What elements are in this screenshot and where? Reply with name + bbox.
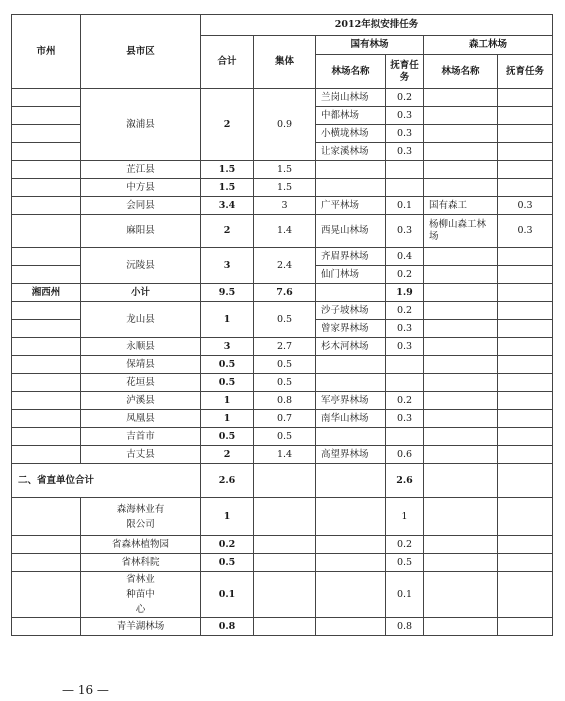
county-cell: 中方县 bbox=[81, 179, 201, 197]
county-cell: 花垣县 bbox=[81, 374, 201, 392]
task-cell: 0.1 bbox=[386, 197, 424, 215]
sg-farm-cell: 国有森工 bbox=[424, 197, 498, 215]
county-cell: 青羊湖林场 bbox=[81, 618, 201, 636]
task-cell: 0.2 bbox=[386, 89, 424, 107]
collective-cell: 0.8 bbox=[254, 392, 316, 410]
collective-cell: 0.5 bbox=[254, 428, 316, 446]
farm-cell: 中都林场 bbox=[316, 107, 386, 125]
total-cell: 0.2 bbox=[201, 536, 254, 554]
task-cell: 0.3 bbox=[386, 338, 424, 356]
total-cell: 1 bbox=[201, 410, 254, 428]
collective-cell: 1.4 bbox=[254, 446, 316, 464]
collective-cell: 0.5 bbox=[254, 302, 316, 338]
total-cell: 0.1 bbox=[201, 572, 254, 618]
header-collective: 集体 bbox=[254, 36, 316, 89]
total-cell: 2.6 bbox=[201, 464, 254, 498]
total-cell: 3.4 bbox=[201, 197, 254, 215]
county-cell: 吉首市 bbox=[81, 428, 201, 446]
farm-cell: 让家溪林场 bbox=[316, 143, 386, 161]
farm-cell: 南华山林场 bbox=[316, 410, 386, 428]
county-cell: 龙山县 bbox=[81, 302, 201, 338]
header-state-forest: 国有林场 bbox=[316, 36, 424, 55]
farm-cell: 杉木河林场 bbox=[316, 338, 386, 356]
header-task: 抚育任务 bbox=[386, 55, 424, 89]
header-farm-name: 林场名称 bbox=[316, 55, 386, 89]
task-cell: 1 bbox=[386, 498, 424, 536]
total-cell: 2 bbox=[201, 215, 254, 248]
farm-cell: 小横垅林场 bbox=[316, 125, 386, 143]
task-cell: 0.3 bbox=[386, 143, 424, 161]
farm-cell: 高望界林场 bbox=[316, 446, 386, 464]
task-cell: 0.2 bbox=[386, 536, 424, 554]
task-cell: 0.2 bbox=[386, 392, 424, 410]
total-cell: 9.5 bbox=[201, 284, 254, 302]
farm-cell: 西晃山林场 bbox=[316, 215, 386, 248]
collective-cell: 0.9 bbox=[254, 89, 316, 161]
task-cell: 0.2 bbox=[386, 266, 424, 284]
task-cell: 0.3 bbox=[386, 125, 424, 143]
total-cell: 0.5 bbox=[201, 428, 254, 446]
task-cell: 0.3 bbox=[386, 107, 424, 125]
section-total-label: 二、省直单位合计 bbox=[12, 464, 201, 498]
task-cell: 0.6 bbox=[386, 446, 424, 464]
city-cell bbox=[12, 89, 81, 107]
county-cell: 麻阳县 bbox=[81, 215, 201, 248]
total-cell: 0.5 bbox=[201, 356, 254, 374]
total-cell: 0.8 bbox=[201, 618, 254, 636]
task-cell: 0.3 bbox=[386, 320, 424, 338]
county-cell: 森海林业有限公司 bbox=[81, 498, 201, 536]
collective-cell: 1.5 bbox=[254, 161, 316, 179]
total-cell: 1.5 bbox=[201, 161, 254, 179]
header-county: 县市区 bbox=[81, 15, 201, 89]
total-cell: 3 bbox=[201, 248, 254, 284]
total-cell: 1 bbox=[201, 392, 254, 410]
total-cell: 2 bbox=[201, 446, 254, 464]
task-cell: 0.3 bbox=[386, 215, 424, 248]
sg-task-cell: 0.3 bbox=[498, 215, 553, 248]
farm-cell: 曾家界林场 bbox=[316, 320, 386, 338]
county-cell: 会同县 bbox=[81, 197, 201, 215]
collective-cell: 2.7 bbox=[254, 338, 316, 356]
farm-cell: 齐眉界林场 bbox=[316, 248, 386, 266]
total-cell: 0.5 bbox=[201, 374, 254, 392]
task-cell: 0.1 bbox=[386, 572, 424, 618]
city-cell: 湘西州 bbox=[12, 284, 81, 302]
collective-cell: 7.6 bbox=[254, 284, 316, 302]
total-cell: 3 bbox=[201, 338, 254, 356]
farm-cell: 仙门林场 bbox=[316, 266, 386, 284]
county-cell: 小计 bbox=[81, 284, 201, 302]
sg-farm-cell: 杨柳山森工林场 bbox=[424, 215, 498, 248]
total-cell: 1 bbox=[201, 498, 254, 536]
total-cell: 2 bbox=[201, 89, 254, 161]
county-cell: 保靖县 bbox=[81, 356, 201, 374]
header-task-2: 抚育任务 bbox=[498, 55, 553, 89]
county-cell: 溆浦县 bbox=[81, 89, 201, 161]
farm-cell: 沙子坡林场 bbox=[316, 302, 386, 320]
header-farm-name-2: 林场名称 bbox=[424, 55, 498, 89]
forest-task-table bbox=[11, 14, 553, 636]
task-cell: 0.4 bbox=[386, 248, 424, 266]
collective-cell: 2.4 bbox=[254, 248, 316, 284]
total-cell: 0.5 bbox=[201, 554, 254, 572]
county-cell: 泸溪县 bbox=[81, 392, 201, 410]
task-cell: 2.6 bbox=[386, 464, 424, 498]
collective-cell: 0.5 bbox=[254, 356, 316, 374]
header-title: 2012年拟安排任务 bbox=[201, 15, 553, 36]
county-cell: 省林业种苗中心 bbox=[81, 572, 201, 618]
task-cell: 0.2 bbox=[386, 302, 424, 320]
collective-cell: 0.5 bbox=[254, 374, 316, 392]
task-cell: 0.3 bbox=[386, 410, 424, 428]
total-cell: 1.5 bbox=[201, 179, 254, 197]
county-cell: 古丈县 bbox=[81, 446, 201, 464]
sg-task-cell: 0.3 bbox=[498, 197, 553, 215]
total-cell: 1 bbox=[201, 302, 254, 338]
task-cell: 0.5 bbox=[386, 554, 424, 572]
farm-cell: 广平林场 bbox=[316, 197, 386, 215]
county-cell: 芷江县 bbox=[81, 161, 201, 179]
county-cell: 凤凰县 bbox=[81, 410, 201, 428]
farm-cell: 军亭界林场 bbox=[316, 392, 386, 410]
header-forestry-forest: 森工林场 bbox=[424, 36, 553, 55]
task-cell: 1.9 bbox=[386, 284, 424, 302]
header-total: 合计 bbox=[201, 36, 254, 89]
header-city: 市州 bbox=[12, 15, 81, 89]
collective-cell: 1.5 bbox=[254, 179, 316, 197]
task-cell: 0.8 bbox=[386, 618, 424, 636]
collective-cell: 1.4 bbox=[254, 215, 316, 248]
page-number: — 16 — bbox=[62, 683, 109, 697]
farm-cell: 兰岗山林场 bbox=[316, 89, 386, 107]
county-cell: 沅陵县 bbox=[81, 248, 201, 284]
county-cell: 永顺县 bbox=[81, 338, 201, 356]
collective-cell: 3 bbox=[254, 197, 316, 215]
county-cell: 省森林植物园 bbox=[81, 536, 201, 554]
collective-cell: 0.7 bbox=[254, 410, 316, 428]
county-cell: 省林科院 bbox=[81, 554, 201, 572]
